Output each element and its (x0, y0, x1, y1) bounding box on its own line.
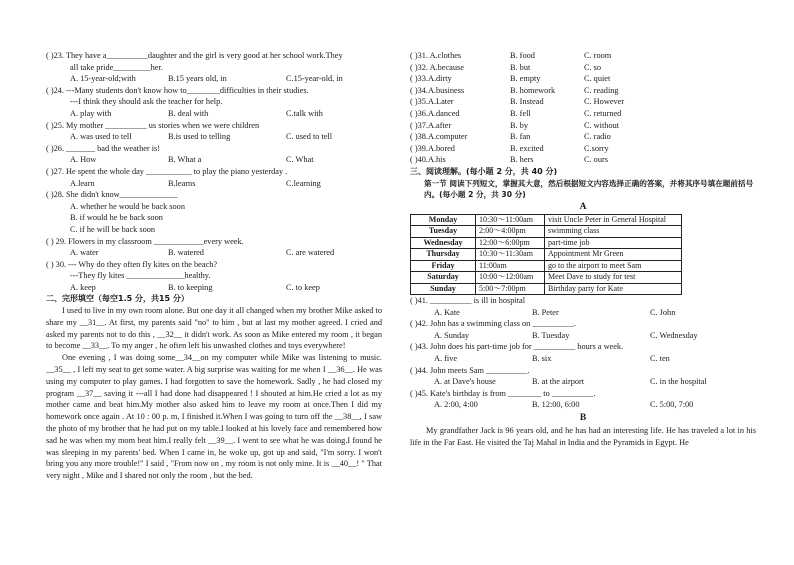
q28-option-a: A. whether he would be back soon (70, 201, 185, 211)
section3-instructions: 第一节 阅读下列短文，掌握其大意，然后根据短文内容选择正确的答案，并将其序号填在题前括号内。(每小题 2 分，共 30 分) (424, 178, 754, 199)
q43-option-a: A. five (434, 354, 458, 363)
schedule-table (410, 214, 682, 296)
q25-option-c: C. used to tell (286, 132, 333, 142)
q30-line1: ( ) 30. --- Why do they often fly kites on the beach? (46, 259, 218, 269)
q42-option-a: A. Sunday (434, 330, 470, 340)
schedule-activity: swimming class (545, 226, 682, 238)
q29-stem: ( ) 29. Flowers in my classroom ____________every week. (46, 236, 244, 246)
cloze-option-row (410, 50, 756, 62)
schedule-day: Saturday (411, 272, 476, 284)
q43-stem: ( )43. John does his part-time job for __________ hours a week. (410, 342, 624, 352)
q30-options (46, 282, 382, 294)
table-row (411, 226, 682, 238)
cloze-option-b: B. excited (510, 143, 544, 153)
q42-option-b: B. Tuesday (532, 330, 570, 340)
cloze-option-c: C. room (584, 51, 612, 60)
q28-option-b: B. if would he be back soon (70, 213, 163, 223)
schedule-day: Monday (411, 214, 476, 226)
q25-options (46, 131, 382, 143)
schedule-activity: Meet Dave to study for test (545, 272, 682, 284)
passage-b-text: My grandfather Jack is 96 years old, and he has had an interesting life. He has traveled a lot in his life in the Far East. He visited the Taj Mahal in India and the Pyramids in Egypt. He (410, 425, 756, 447)
schedule-activity: visit Uncle Peter in General Hospital (545, 214, 682, 226)
cloze-options-list (410, 50, 756, 166)
q24-line2: ---I think they should ask the teacher for help. (70, 97, 223, 107)
cloze-option-a: ( )31. A.clothes (410, 51, 462, 60)
q28-option-c: C. if he will be back soon (70, 224, 156, 234)
cloze-option-row (410, 154, 756, 166)
cloze-paragraph-2: One evening , I was doing some__34__on my computer while Mike was listening to music. __35__ , I left my seat to get some water. A big surprise was waiting for me when I __36__. He was using my computer to play games. I had forgotten to save the homework. Sadly , he had closed my program __37__ saving it ---all I had done had disappeared ! I shouted at him.He cried a lot as my mother came and beat him.My mother also asked him to leave my room at once.Then I did my homework once again . At 10 : 00 p. m, I finished it.When I was going to turn off the __38__, I saw the photo of my brother that he had put on my table.I looked at his lovely face and remembered how sad he was when my mom beat him.I really felt __39__. I went to see what he was doing.I found he was sleeping in my parents' bed. When I came in, he woke up, got up and said, "I'm sorry. I won't bring you any more trouble!" I said , "From now on , my room is not only mine. It is __40__! " That very night , Mike and I shared not only the room , but the bed. (46, 353, 382, 481)
schedule-time: 12:00～6:00pm (476, 237, 545, 249)
schedule-time: 10:00～12:00am (476, 272, 545, 284)
cloze-option-c: C. without (584, 120, 620, 130)
cloze-option-b: B. fell (510, 108, 531, 118)
right-column (410, 50, 756, 449)
q41-option-c: C. John (650, 307, 676, 317)
table-row (411, 249, 682, 261)
q23-line1: ( )23. They have a__________daughter and the girl is very good at her school work.They (46, 51, 343, 60)
cloze-option-row (410, 108, 756, 120)
q30-option-a: A. keep (70, 282, 96, 292)
q23-line2: all take pride_________her. (70, 62, 163, 72)
q26-stem: ( )26. _______ bad the weather is! (46, 143, 161, 153)
cloze-paragraph-1: I used to live in my own room alone. But one day it all changed when my brother Mike asked to share my __31__. At first, my parents said "no" to him , but at last my mother agreed. I cried and asked my parents not to do this , __32__ it didn't work. As soon as Mike entered my room , it began to become __33__. To my anger , he often left his unwashed clothes and toys everywhere! (46, 306, 382, 351)
cloze-option-b: B. empty (510, 74, 541, 84)
schedule-time: 10:30～11:00am (476, 214, 545, 226)
q41-options (410, 307, 756, 319)
q27-options (46, 178, 382, 190)
q45-option-b: B. 12:00, 6:00 (532, 400, 580, 410)
table-row (411, 214, 682, 226)
cloze-option-a: ( )39.A.bored (410, 143, 455, 153)
q45-option-a: A. 2:00, 4:00 (434, 400, 478, 410)
q43-option-b: B. six (532, 354, 552, 363)
q41-stem: ( )41. __________ is ill in hospital (410, 296, 526, 306)
q28-stem: ( )28. She didn't know______________ (46, 190, 178, 200)
schedule-time: 10:30～11:30am (476, 249, 545, 261)
q30-option-b: B. to keeping (168, 282, 213, 292)
q41-option-a: A. Kate (434, 307, 460, 317)
schedule-activity: go to the airport to meet Sam (545, 260, 682, 272)
table-row (411, 283, 682, 295)
table-row (411, 260, 682, 272)
q23-option-b: B.15 years old, in (168, 74, 227, 84)
cloze-option-c: C. reading (584, 85, 619, 95)
passage-a-heading: A (579, 201, 587, 212)
q24-line1: ( )24. ---Many students don't know how to________difficulties in their studies. (46, 85, 309, 95)
schedule-day: Thursday (411, 249, 476, 261)
cloze-option-a: ( )33.A.dirty (410, 74, 452, 84)
q44-option-c: C. in the hospital (650, 377, 707, 387)
table-row (411, 272, 682, 284)
section3-title: 三、阅读理解。(每小题 2 分，共 40 分) (410, 166, 558, 176)
q24-option-a: A. play with (70, 108, 112, 118)
q44-option-a: A. at Dave's house (434, 377, 496, 387)
cloze-option-a: ( )35.A.Later (410, 97, 454, 107)
q24-option-b: B. deal with (168, 108, 209, 118)
q43-option-c: C. ten (650, 354, 670, 363)
cloze-option-row (410, 131, 756, 143)
cloze-option-b: B. fan (510, 132, 531, 142)
q44-stem: ( )44. John meets Sam __________. (410, 365, 530, 375)
schedule-day: Sunday (411, 283, 476, 295)
q42-option-c: C. Wednesday (650, 330, 698, 340)
q25-option-b: B.is used to telling (168, 132, 231, 142)
cloze-option-b: B. by (510, 120, 528, 130)
q30-line2: ---They fly kites ______________healthy. (70, 271, 211, 281)
schedule-day: Wednesday (411, 237, 476, 249)
q29-option-a: A. water (70, 248, 99, 258)
q29-option-b: B. watered (168, 248, 204, 258)
cloze-option-row (410, 85, 756, 97)
cloze-option-c: C. returned (584, 108, 622, 118)
q29-option-c: C. are watered (286, 248, 335, 258)
cloze-option-row (410, 143, 756, 155)
schedule-time: 11:00am (476, 260, 545, 272)
cloze-option-a: ( )38.A.computer (410, 132, 468, 142)
schedule-time: 5:00～7:00pm (476, 283, 545, 295)
q26-options (46, 154, 382, 166)
cloze-option-row (410, 120, 756, 132)
q27-stem: ( )27. He spent the whole day ___________ to play the piano yesterday . (46, 166, 288, 176)
q29-options (46, 247, 382, 259)
q26-option-c: C. What (286, 155, 314, 165)
q42-options (410, 330, 756, 342)
q44-options (410, 376, 756, 388)
cloze-option-c: C.sorry (584, 143, 609, 153)
q23-option-a: A. 15-year-old;with (70, 74, 136, 84)
cloze-option-row (410, 62, 756, 74)
cloze-option-row (410, 73, 756, 85)
q26-option-a: A. How (70, 155, 97, 165)
q41-option-b: B. Peter (532, 307, 559, 317)
cloze-option-c: C. However (584, 97, 625, 107)
schedule-day: Tuesday (411, 226, 476, 238)
schedule-activity: Birthday party for Kate (545, 283, 682, 295)
q44-option-b: B. at the airport (532, 377, 585, 387)
schedule-activity: part-time job (545, 237, 682, 249)
q24-option-c: C.talk with (286, 108, 323, 118)
cloze-option-c: C. so (584, 62, 602, 72)
passage-b-heading: B (579, 412, 587, 423)
cloze-option-a: ( )37.A.after (410, 120, 452, 130)
cloze-option-c: C. quiet (584, 74, 611, 84)
table-row (411, 237, 682, 249)
q45-stem: ( )45. Kate's birthday is from ________ to __________. (410, 388, 596, 398)
q43-options (410, 353, 756, 365)
schedule-day: Friday (411, 260, 476, 272)
schedule-activity: Appointment Mr Green (545, 249, 682, 261)
q25-option-a: A. was used to tell (70, 132, 132, 142)
cloze-option-a: ( )34.A.business (410, 85, 465, 95)
cloze-option-a: ( )36.A.danced (410, 108, 460, 118)
cloze-option-b: B. hers (510, 155, 534, 165)
q23-option-c: C.15-year-old, in (286, 74, 343, 84)
q27-option-c: C.learning (286, 178, 321, 188)
q24-options (46, 108, 382, 120)
cloze-option-c: C. ours (584, 155, 608, 165)
q23-options (46, 73, 382, 85)
q26-option-b: B. What a (168, 155, 202, 165)
cloze-option-b: B. food (510, 51, 535, 60)
q45-option-c: C. 5:00, 7:00 (650, 400, 694, 410)
q27-option-b: B.learns (168, 178, 196, 188)
cloze-option-c: C. radio (584, 132, 611, 142)
schedule-time: 2:00～4:00pm (476, 226, 545, 238)
q27-option-a: A.learn (70, 178, 95, 188)
cloze-option-row (410, 96, 756, 108)
cloze-option-a: ( )40.A.his (410, 155, 446, 165)
q25-stem: ( )25. My mother __________ us stories when we were children (46, 120, 260, 130)
q45-options (410, 399, 756, 411)
q42-stem: ( )42. John has a swimming class on __________. (410, 319, 576, 329)
section2-title: 二、完形填空（每空1.5 分，共15 分） (46, 294, 189, 304)
cloze-option-b: B. homework (510, 85, 556, 95)
q30-option-c: C. to keep (286, 282, 320, 292)
cloze-option-b: B. Instead (510, 97, 544, 107)
cloze-option-b: B. but (510, 62, 531, 72)
cloze-option-a: ( )32. A.because (410, 62, 464, 72)
left-column (46, 50, 382, 482)
